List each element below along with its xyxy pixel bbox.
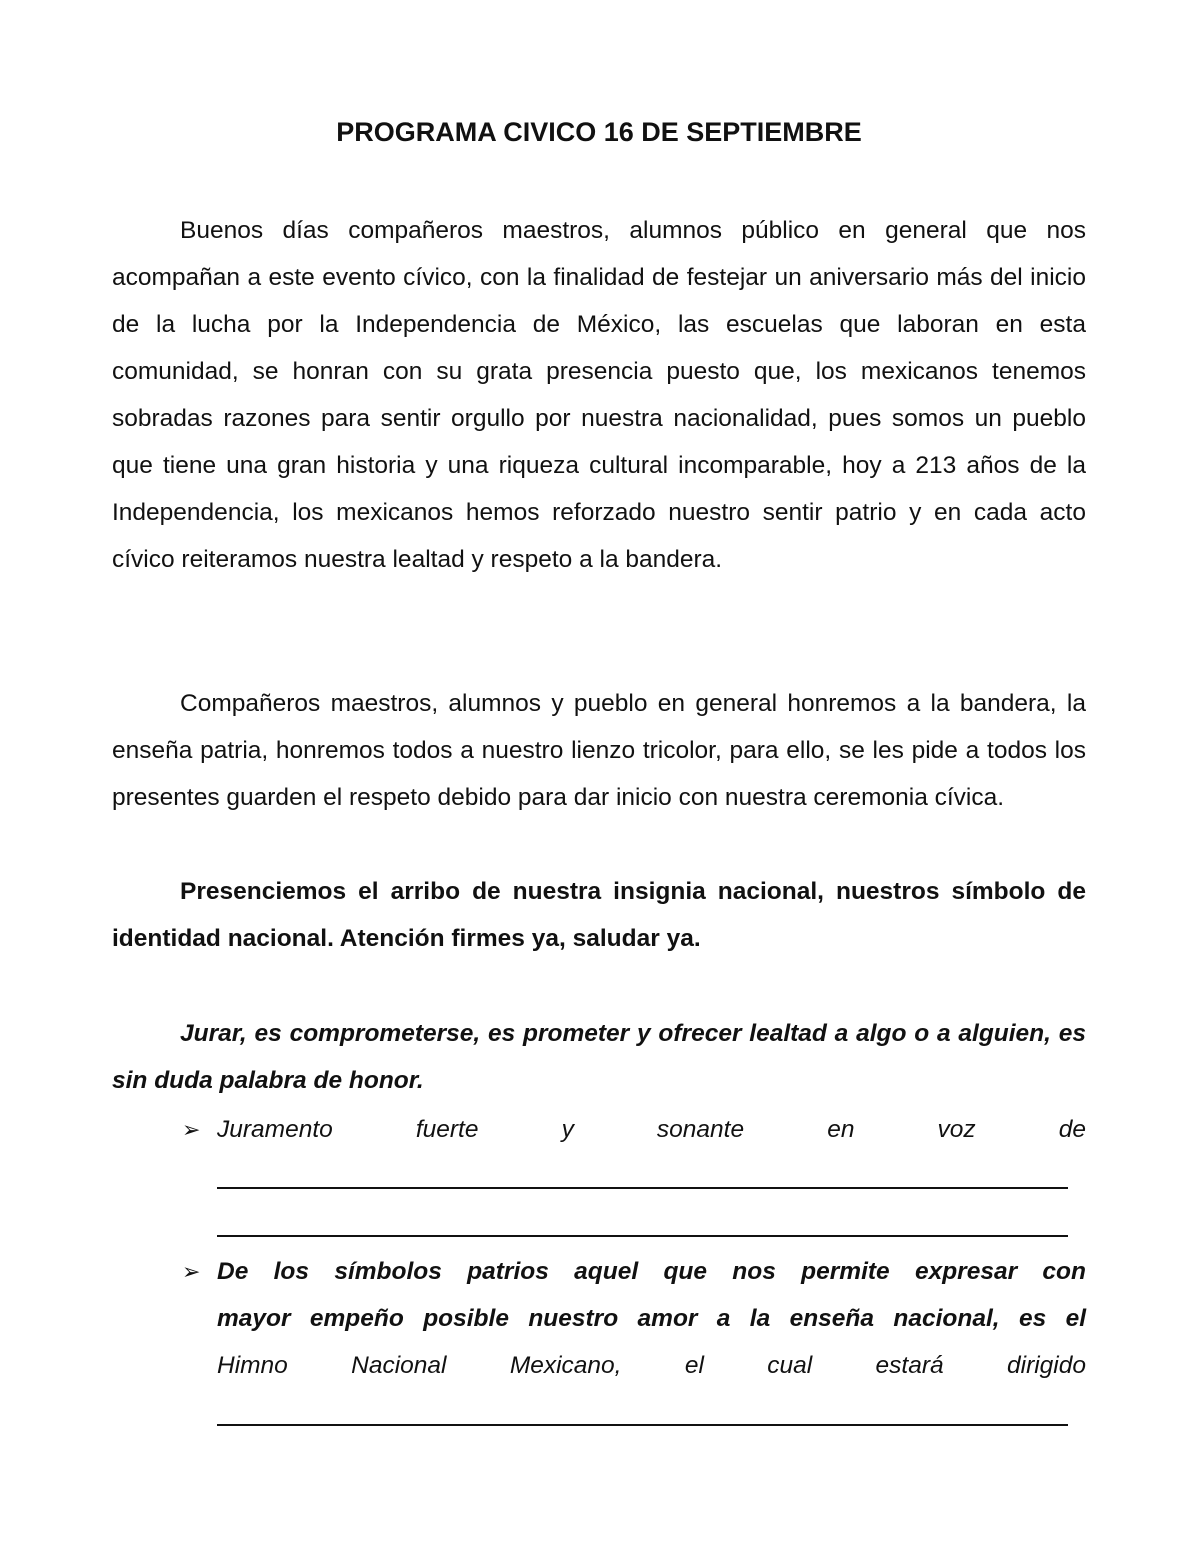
- anthem-bullet-line-1: De los símbolos patrios aquel que nos permite expresar con: [217, 1258, 1086, 1285]
- blank-line: [217, 1187, 1068, 1189]
- anthem-bullet-line-3: Himno Nacional Mexicano, el cual estará dirigido: [217, 1352, 1086, 1379]
- oath-bullet-text: Juramento fuerte y sonante en voz de: [217, 1116, 1086, 1143]
- anthem-bullet-line-2: mayor empeño posible nuestro amor a la enseña nacional, es el: [217, 1305, 1086, 1332]
- blank-line: [217, 1235, 1068, 1237]
- oath-paragraph: Jurar, es comprometerse, es prometer y ofrecer lealtad a algo o a alguien, es sin duda palabra de honor.: [112, 1020, 1086, 1094]
- document-title: PROGRAMA CIVICO 16 DE SEPTIEMBRE: [336, 117, 862, 147]
- arrow-bullet-icon: ➢: [182, 1117, 201, 1142]
- flag-arrival-paragraph: Presenciemos el arribo de nuestra insignia nacional, nuestros símbolo de identidad nacional. Atención firmes ya, saludar ya.: [112, 878, 1086, 952]
- flag-honor-paragraph: Compañeros maestros, alumnos y pueblo en general honremos a la bandera, la enseña patria, honremos todos a nuestro lienzo tricolor, para ello, se les pide a todos los presentes guarden el respeto debido para dar inicio con nuestra ceremonia cívica.: [112, 690, 1086, 811]
- blank-line: [217, 1424, 1068, 1426]
- welcome-paragraph: Buenos días compañeros maestros, alumnos público en general que nos acompañan a este evento cívico, con la finalidad de festejar un aniversario más del inicio de la lucha por la Independencia de México, las escuelas que laboran en esta comunidad, se honran con su grata presencia puesto que, los mexicanos tenemos sobradas razones para sentir orgullo por nuestra nacionalidad, pues somos un pueblo que tiene una gran historia y una riqueza cultural incomparable, hoy a 213 años de la Independencia, los mexicanos hemos reforzado nuestro sentir patrio y en cada acto cívico reiteramos nuestra lealtad y respeto a la bandera.: [112, 217, 1086, 573]
- arrow-bullet-icon: ➢: [182, 1259, 201, 1284]
